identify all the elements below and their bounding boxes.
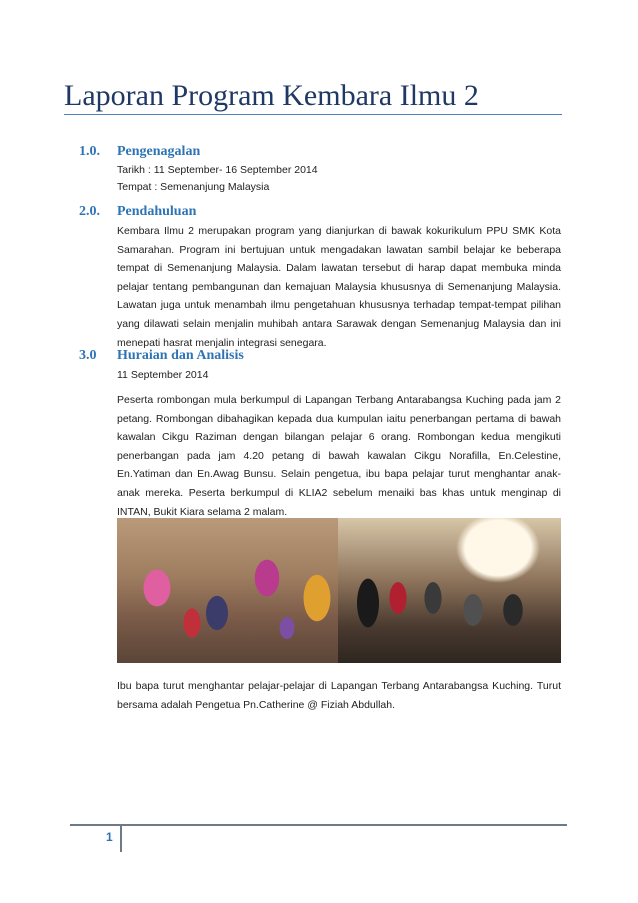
section-3-number: 3.0 bbox=[79, 348, 97, 363]
section-3-title: Huraian dan Analisis bbox=[117, 348, 244, 363]
airport-crowd-photo bbox=[117, 518, 338, 663]
section-1-place-line: Tempat : Semenanjung Malaysia bbox=[117, 181, 270, 193]
photo-caption: Ibu bapa turut menghantar pelajar-pelajar di Lapangan Terbang Antarabangsa Kuching. Turut bersama adalah Pengetua Pn.Catherine @ Fiziah Abdullah. bbox=[117, 680, 561, 711]
airport-group-photo bbox=[338, 518, 561, 663]
page-number: 1 bbox=[106, 830, 113, 844]
title-underline bbox=[64, 114, 562, 115]
section-2-paragraph: Kembara Ilmu 2 merupakan program yang dianjurkan di bawak kokurikulum PPU SMK Kota Samarahan. Program ini bertujuan untuk mengadakan lawatan sambil belajar ke beberapa tempat di Semenanjung Malaysia. Dalam lawatan tersebut di harap dapat membuka minda pelajar tentang pembangunan dan kemajuan Malaysia khususnya di Semenanjung Malaysia. Lawatan juga untuk menambah ilmu pengetahuan khususnya terhadap tempat-tempat pilihan yang dilawati selain menjalin muhibah antara Sarawak dengan Semenanjug Malaysia dan ini menepati hasrat menjalin integrasi senegara. bbox=[117, 225, 561, 349]
section-1-title: Pengenagalan bbox=[117, 144, 201, 159]
document-title: Laporan Program Kembara Ilmu 2 bbox=[64, 79, 479, 112]
section-3-date: 11 September 2014 bbox=[117, 369, 209, 381]
photo-row bbox=[117, 518, 561, 663]
section-2-title: Pendahuluan bbox=[117, 204, 197, 219]
section-1-date-line: Tarikh : 11 September- 16 September 2014 bbox=[117, 164, 318, 176]
section-1-number: 1.0. bbox=[79, 144, 100, 159]
footer-rule bbox=[70, 824, 567, 826]
footer-divider bbox=[120, 826, 122, 852]
section-2-number: 2.0. bbox=[79, 204, 100, 219]
section-3-paragraph: Peserta rombongan mula berkumpul di Lapangan Terbang Antarabangsa Kuching pada jam 2 petang. Rombongan dibahagikan kepada dua kumpulan iaitu penerbangan pertama di bawah kawalan Cikgu Raziman dengan bilangan pelajar 6 orang. Rombongan kedua mengikuti penerbangan pada jam 4.20 petang di bawah kawalan Cikgu Norafilla, En.Celestine, En.Yatiman dan En.Awag Bunsu. Selain pengetua, ibu bapa pelajar turut menghantar anak-anak mereka. Peserta berkumpul di KLIA2 sebelum menaiki bas khas untuk menginap di INTAN, Bukit Kiara selama 2 malam. bbox=[117, 394, 561, 518]
